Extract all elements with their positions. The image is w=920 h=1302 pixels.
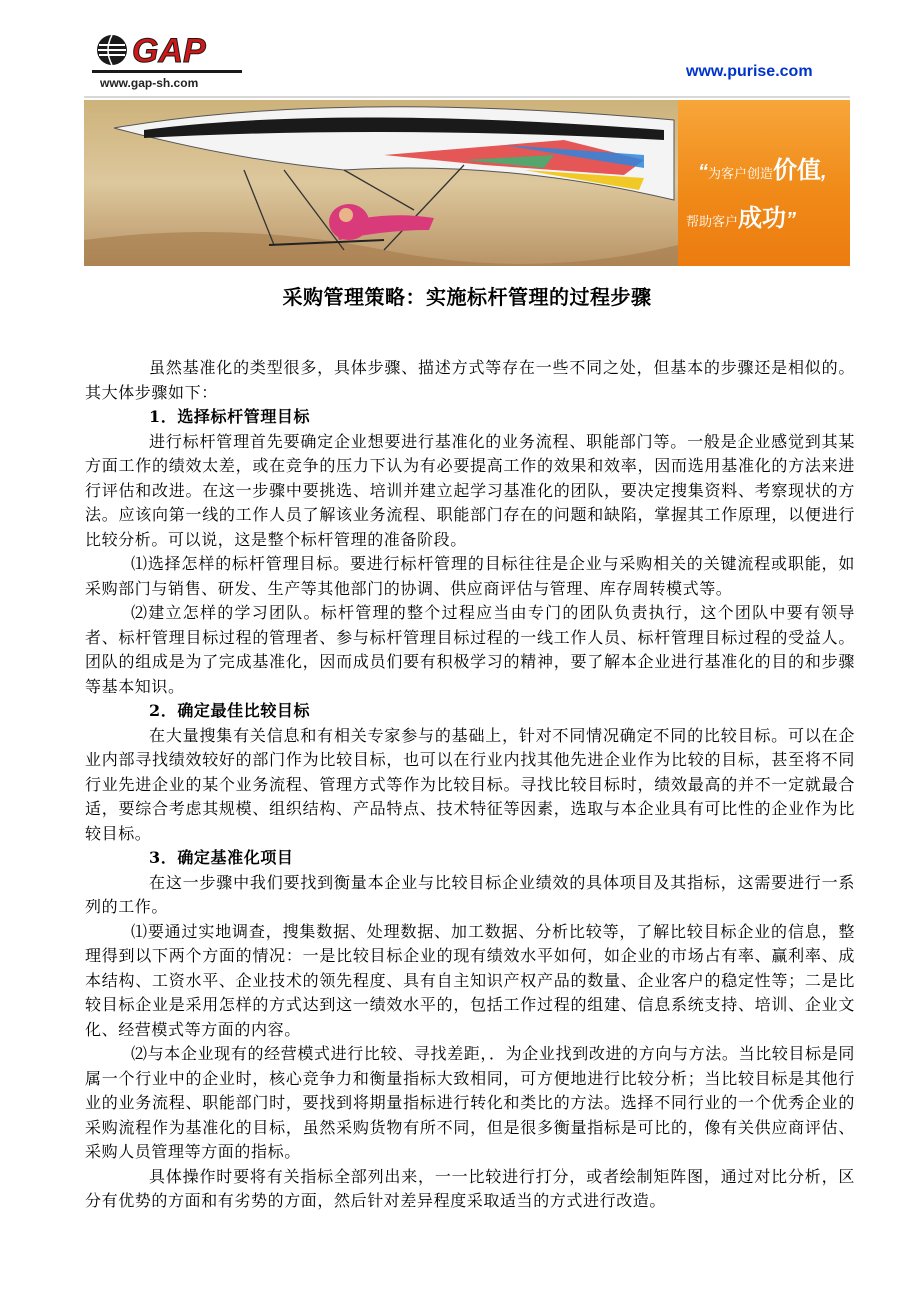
page-header xyxy=(0,0,920,232)
slogan-line1-text: 为客户创造 xyxy=(708,166,774,181)
section-1-paragraph-1: 进行标杆管理首先要确定企业想要进行基准化的业务流程、职能部门等。一般是企业感觉到其某方面工作的绩效太差，或在竞争的压力下认为有必要提高工作的效果和效率，因而选用基准化的方法来进行评估和改进。在这一步骤中要挑选、培训并建立起学习基准化的团队，要决定搜集资料、考察现状的方法。应该向第一线的工作人员了解该业务流程、职能部门存在的问题和缺陷，掌握其工作原理，以便进行比较分析。可以说，这是整个标杆管理的准备阶段。 xyxy=(85,431,855,549)
site-link[interactable]: www.purise.com xyxy=(686,63,813,80)
svg-text:GAP: GAP xyxy=(132,32,206,70)
slogan-line1-emphasis: 价值 xyxy=(773,157,822,184)
banner-slogan: “为客户创造价值, 帮助客户成功” xyxy=(678,100,850,266)
document-title: 采购管理策略：实施标杆管理的过程步骤 xyxy=(282,285,652,309)
section-1-paragraph-3: ⑵建立怎样的学习团队。标杆管理的整个过程应当由专门的团队负责执行，这个团队中要有领导者、标杆管理目标过程的管理者、参与标杆管理目标过程的一线工作人员、标杆管理目标过程的受益人。团队的组成是为了完成基准化，因而成员们要有积极学习的精神，要了解本企业进行基准化的目的和步骤等基本知识。 xyxy=(85,603,855,696)
section-3-paragraph-4: 具体操作时要将有关指标全部列出来，一一比较进行打分，或者绘制矩阵图，通过对比分析，区分有优势的方面和有劣势的方面，然后针对差异程度采取适当的方式进行改造。 xyxy=(85,1166,855,1210)
section-3-paragraph-1: 在这一步骤中我们要找到衡量本企业与比较目标企业绩效的具体项目及其指标，这需要进行一系列的工作。 xyxy=(85,872,855,916)
section-3-paragraph-3: ⑵与本企业现有的经营模式进行比较、寻找差距，．为企业找到改进的方向与方法。当比较目标是同属一个行业中的企业时，核心竞争力和衡量指标大致相同，可方便地进行比较分析；当比较目标是其他行业的业务流程、职能部门时，要找到将期量指标进行转化和类比的方法。选择不同行业的一个优秀企业的采购流程作为基准化的目标，虽然采购货物有所不同，但是很多衡量指标是可比的，像有关供应商评估、采购人员管理等方面的指标。 xyxy=(85,1044,855,1161)
section-1-heading: 1．选择标杆管理目标 xyxy=(149,407,311,426)
header-divider xyxy=(84,96,850,98)
section-2-heading: 2．确定最佳比较目标 xyxy=(149,701,311,720)
section-2-paragraph-1: 在大量搜集有关信息和有相关专家参与的基础上，针对不同情况确定不同的比较目标。可以在企业内部寻找绩效较好的部门作为比较目标，也可以在行业内找其他先进企业作为比较的目标，甚至将不同行业先进企业的某个业务流程、管理方式等作为比较目标。寻找比较目标时，绩效最高的并不一定就最合适，要综合考虑其规模、组织结构、产品特点、技术特征等因素，选取与本企业具有可比性的企业作为比较目标。 xyxy=(85,725,855,843)
hang-glider-photo xyxy=(84,100,678,266)
section-3-heading: 3．确定基准化项目 xyxy=(149,848,294,867)
logo-url: www.gap-sh.com xyxy=(100,76,199,90)
section-1-paragraph-2: ⑴选择怎样的标杆管理目标。要进行标杆管理的目标往往是企业与采购相关的关键流程或职能，如采购部门与销售、研发、生产等其他部门的协调、供应商评估与管理、库存周转模式等。 xyxy=(85,554,855,598)
section-3-paragraph-2: ⑴要通过实地调查，搜集数据、处理数据、加工数据、分析比较等，了解比较目标企业的信息，整理得到以下两个方面的情况：一是比较目标企业的现有绩效水平如何，如企业的市场占有率、赢利率、成本结构、工资水平、企业技术的领先程度、具有自主知识产权产品的数量、企业客户的稳定性等；二是比较目标企业是采用怎样的方式达到这一绩效水平的，包括工作过程的组建、信息系统支持、培训、企业文化、经营模式等方面的内容。 xyxy=(85,921,855,1039)
intro-paragraph: 虽然基准化的类型很多，具体步骤、描述方式等存在一些不同之处，但基本的步骤还是相似的。其大体步骤如下： xyxy=(85,358,855,402)
banner xyxy=(84,100,850,266)
slogan-line2-text: 帮助客户 xyxy=(686,214,739,229)
globe-icon xyxy=(97,35,127,65)
document-body xyxy=(85,356,855,1214)
slogan-line2-emphasis: 成功 xyxy=(738,205,787,232)
